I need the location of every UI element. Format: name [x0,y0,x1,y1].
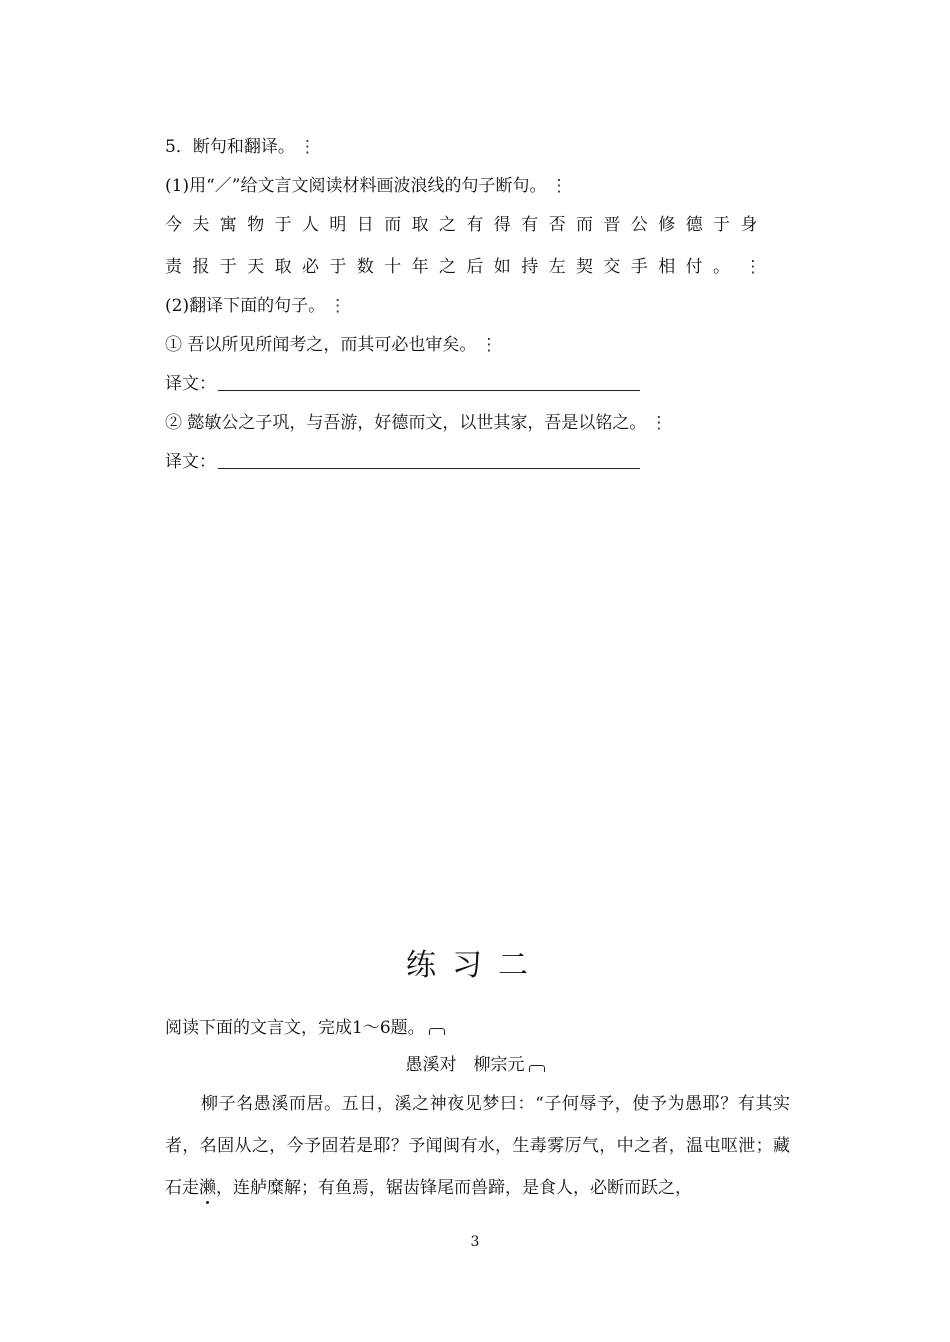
punctuation-line-1: 今夫寓物于人明日而取之有得有否而晋公修德于身 [165,215,768,235]
punctuation-line-2-text: 责报于天取必于数十年之后如持左契交手相付。 [165,257,741,277]
passage-body [165,1083,790,1209]
sub-question-1 [165,175,567,197]
translation-answer-1 [165,373,640,395]
translation-answer-2 [165,451,640,473]
paragraph-mark-icon: ⋮ [329,296,347,316]
instruction-text: 阅读下面的文言文，完成1～6题。 [165,1018,425,1038]
paragraph-mark-icon: ⋮ [480,335,498,355]
translate-item-1-text: ① 吾以所见所闻考之，而其可必也审矣。 [165,335,477,355]
passage-title-text: 愚溪对 柳宗元 [405,1055,525,1075]
heading-text: 5．断句和翻译。 [165,137,295,157]
question-5-heading [165,136,316,158]
translate-item-1 [165,334,497,356]
answer-blank-line[interactable] [218,374,640,391]
passage-text-b: ，连舻糜解；有鱼焉，锯齿锋尾而兽蹄，是食人，必断而跃之， [216,1178,692,1198]
answer-blank-line[interactable] [218,452,640,469]
bracket-mark-icon [429,1028,445,1035]
passage-title [0,1054,950,1076]
paragraph-mark-icon: ⋮ [550,176,568,196]
emphasis-dotted-char: 濑 [199,1178,216,1198]
paragraph-mark-icon: ⋮ [744,257,762,277]
punctuation-line-2 [165,256,761,278]
sub-question-2-text: (2)翻译下面的句子。 [165,296,326,316]
sub-question-2 [165,295,346,317]
bracket-mark-icon [529,1065,545,1072]
exercise-title: 练习二 [406,948,544,983]
translate-item-2-text: ② 懿敏公之子巩，与吾游，好德而文，以世其家，吾是以铭之。 [165,413,647,433]
paragraph-mark-icon: ⋮ [650,413,668,433]
translation-label: 译文： [165,374,216,394]
sub-question-1-text: (1)用“／”给文言文阅读材料画波浪线的句子断句。 [165,176,547,196]
passage-text-a: 柳子名愚溪而居。五日，溪之神夜见梦曰：“子何辱予，使予为愚耶？有其实者，名固从之，今予固若是耶？予闻闽有水，生毒雾厉气，中之者，温屯呕泄；藏石走 [165,1094,790,1198]
translate-item-2 [165,412,667,434]
exercise-instruction [165,1017,445,1039]
translation-label: 译文： [165,452,216,472]
paragraph-mark-icon: ⋮ [298,137,316,157]
page-number: 3 [470,1234,480,1250]
